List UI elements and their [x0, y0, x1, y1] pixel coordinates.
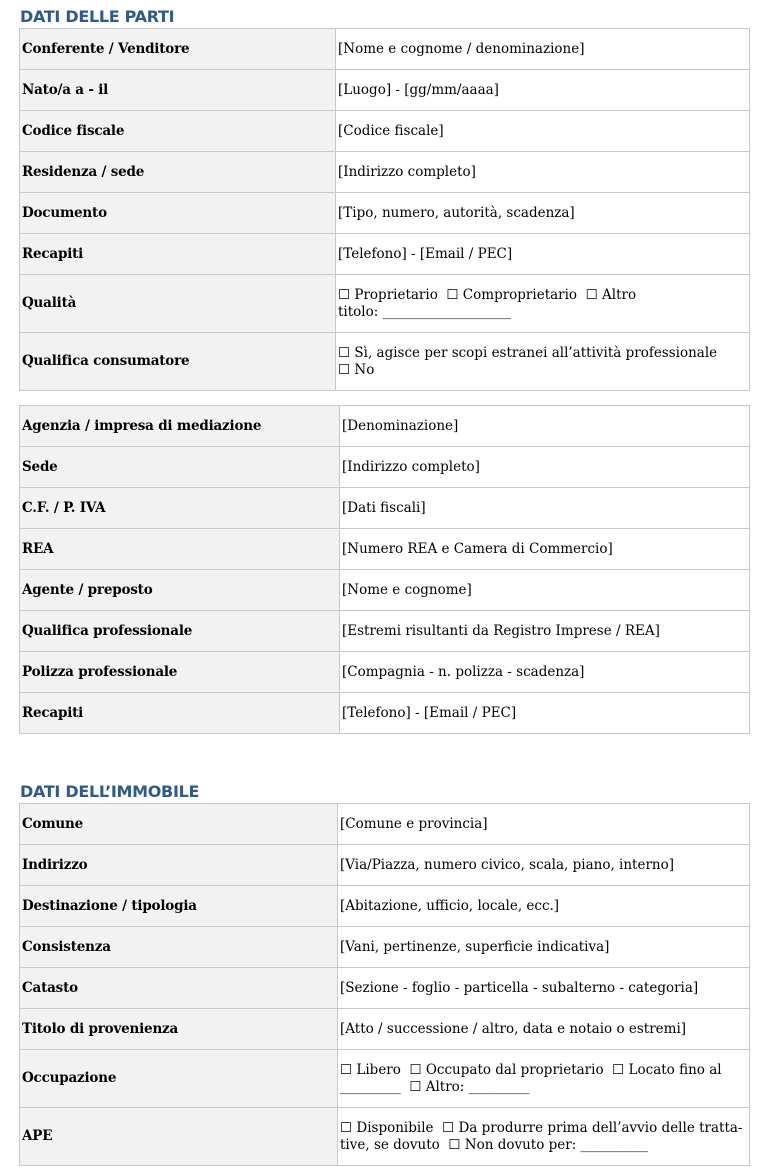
field-value[interactable]: [Dati fiscali]: [340, 488, 750, 529]
options-line[interactable]: ☐ No: [338, 361, 375, 378]
checkbox-options[interactable]: [336, 275, 750, 333]
options-line[interactable]: tive, se dovuto ☐ Non dovuto per: __________: [340, 1136, 649, 1153]
field-label: Residenza / sede: [20, 152, 336, 193]
property-table: [19, 803, 750, 1166]
field-value[interactable]: [Tipo, numero, autorità, scadenza]: [336, 193, 750, 234]
field-value[interactable]: [Numero REA e Camera di Commercio]: [340, 529, 750, 570]
field-value[interactable]: [Telefono] - [Email / PEC]: [340, 693, 750, 734]
table-row: [20, 111, 750, 152]
field-label: Polizza professionale: [20, 652, 340, 693]
table-row: [20, 845, 750, 886]
field-value[interactable]: [Estremi risultanti da Registro Imprese / REA]: [340, 611, 750, 652]
table-row: [20, 1108, 750, 1166]
table-row: [20, 693, 750, 734]
field-label: Agenzia / impresa di mediazione: [20, 406, 340, 447]
table-row: [20, 1050, 750, 1108]
field-value[interactable]: [Abitazione, ufficio, locale, ecc.]: [338, 886, 750, 927]
field-label: C.F. / P. IVA: [20, 488, 340, 529]
table-row: [20, 275, 750, 333]
section-title-immobile: DATI DELL’IMMOBILE: [20, 782, 200, 801]
table-row: [20, 488, 750, 529]
field-label: Occupazione: [20, 1050, 338, 1108]
field-value[interactable]: [Nome e cognome]: [340, 570, 750, 611]
table-row: [20, 529, 750, 570]
field-label: Documento: [20, 193, 336, 234]
field-label: Indirizzo: [20, 845, 338, 886]
field-label: Nato/a a - il: [20, 70, 336, 111]
field-label: Comune: [20, 804, 338, 845]
field-value[interactable]: [Vani, pertinenze, superficie indicativa]: [338, 927, 750, 968]
field-value[interactable]: [Telefono] - [Email / PEC]: [336, 234, 750, 275]
field-value[interactable]: [Indirizzo completo]: [336, 152, 750, 193]
field-label: Qualifica consumatore: [20, 333, 336, 391]
field-label: APE: [20, 1108, 338, 1166]
table-row: [20, 968, 750, 1009]
table-row: [20, 333, 750, 391]
field-label: REA: [20, 529, 340, 570]
table-row: [20, 570, 750, 611]
agency-table: [19, 405, 750, 734]
checkbox-options[interactable]: [338, 1050, 750, 1108]
field-value[interactable]: [Codice fiscale]: [336, 111, 750, 152]
field-label: Conferente / Venditore: [20, 29, 336, 70]
table-row: [20, 652, 750, 693]
table-row: [20, 927, 750, 968]
field-value[interactable]: [Denominazione]: [340, 406, 750, 447]
options-line[interactable]: titolo: ___________________: [338, 303, 511, 320]
options-line[interactable]: ☐ Sì, agisce per scopi estranei all’attività professionale: [338, 344, 718, 361]
options-line[interactable]: _________ ☐ Altro: _________: [340, 1078, 530, 1095]
field-value[interactable]: [Via/Piazza, numero civico, scala, piano, interno]: [338, 845, 750, 886]
table-row: [20, 447, 750, 488]
field-value[interactable]: [Compagnia - n. polizza - scadenza]: [340, 652, 750, 693]
table-row: [20, 193, 750, 234]
field-label: Agente / preposto: [20, 570, 340, 611]
field-label: Qualità: [20, 275, 336, 333]
table-row: [20, 611, 750, 652]
field-value[interactable]: [Nome e cognome / denominazione]: [336, 29, 750, 70]
field-label: Titolo di provenienza: [20, 1009, 338, 1050]
field-value[interactable]: [Luogo] - [gg/mm/aaaa]: [336, 70, 750, 111]
field-label: Qualifica professionale: [20, 611, 340, 652]
field-label: Recapiti: [20, 234, 336, 275]
field-label: Recapiti: [20, 693, 340, 734]
field-label: Consistenza: [20, 927, 338, 968]
options-line[interactable]: ☐ Proprietario ☐ Comproprietario ☐ Altro: [338, 286, 637, 303]
seller-table: [19, 28, 750, 391]
table-row: [20, 152, 750, 193]
table-row: [20, 804, 750, 845]
options-line[interactable]: ☐ Disponibile ☐ Da produrre prima dell’avvio delle tratta-: [340, 1119, 743, 1136]
field-label: Catasto: [20, 968, 338, 1009]
field-label: Sede: [20, 447, 340, 488]
field-value[interactable]: [Sezione - foglio - particella - subalterno - categoria]: [338, 968, 750, 1009]
table-row: [20, 406, 750, 447]
table-row: [20, 70, 750, 111]
section-title-parti: DATI DELLE PARTI: [20, 7, 175, 26]
field-value[interactable]: [Atto / successione / altro, data e notaio o estremi]: [338, 1009, 750, 1050]
checkbox-options[interactable]: [338, 1108, 750, 1166]
table-row: [20, 886, 750, 927]
options-line[interactable]: ☐ Libero ☐ Occupato dal proprietario ☐ Locato fino al: [340, 1061, 722, 1078]
checkbox-options[interactable]: [336, 333, 750, 391]
field-value[interactable]: [Comune e provincia]: [338, 804, 750, 845]
field-label: Codice fiscale: [20, 111, 336, 152]
field-label: Destinazione / tipologia: [20, 886, 338, 927]
field-value[interactable]: [Indirizzo completo]: [340, 447, 750, 488]
table-row: [20, 1009, 750, 1050]
table-row: [20, 29, 750, 70]
table-row: [20, 234, 750, 275]
